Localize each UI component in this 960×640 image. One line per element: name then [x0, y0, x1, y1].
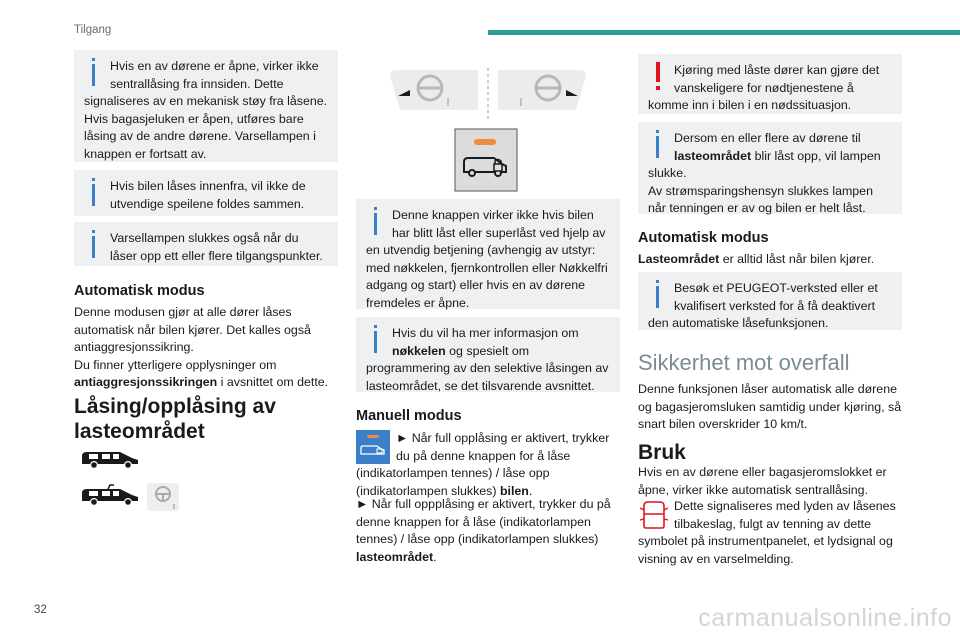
- info-icon: [84, 230, 110, 264]
- manual-step-1: ► Når full opplåsing er aktivert, trykker du på denne knappen for å låse (indikatorlampen tennes) / låse opp (indikatorlampen slukkes) bilen.: [356, 431, 610, 498]
- note-text: Denne knappen virker ikke hvis bilen har blitt låst eller superlåst ved hjelp av en utvendig betjening (avhengig av utstyr: med nøkkelen, fjernkontrollen eller Nøkkelfri adgang og start) eller hvis en av dørene fremdeles er åpne.: [366, 208, 608, 310]
- info-note: [638, 122, 902, 214]
- info-icon: [366, 207, 392, 241]
- info-icon: [366, 325, 392, 359]
- heading-automatisk-modus-2: Automatisk modus: [638, 230, 769, 246]
- warning-note: [638, 54, 902, 114]
- van-locked-icon: [80, 448, 142, 470]
- info-note: [356, 317, 620, 392]
- page-number: 32: [34, 604, 47, 616]
- note-text: Kjøring med låste dører kan gjøre det vanskeligere for nødtjenestene å komme inn i bilen i en nødssituasjon.: [648, 63, 880, 113]
- heading-automatisk-modus: Automatisk modus: [74, 283, 205, 299]
- info-icon: [648, 130, 674, 164]
- info-note: [74, 170, 338, 216]
- note-text: Varsellampen slukkes også når du låser opp ett eller flere tilgangspunkter.: [110, 231, 323, 263]
- note-text: Hvis en av dørene er åpne, virker ikke sentrallåsing fra innsiden. Dette signaliseres av en mekanisk støy fra låsene. Hvis bagasjeluken er åpen, utføres bare låsing av de andre dørene. Varsellampen i knappen er fortsatt av.: [84, 59, 328, 161]
- info-icon: [84, 58, 110, 92]
- note-text: Av strømsparingshensyn slukkes lampen når tenningen er av og bilen er helt låst.: [648, 183, 873, 216]
- note-text: Hvis bilen låses innenfra, vil ikke de utvendige speilene foldes sammen.: [110, 179, 306, 211]
- info-icon: [84, 178, 110, 212]
- paragraph: Denne funksjonen låser automatisk alle dørene og bagasjeromsluken samtidig under kjøring, så snart bilen overskrider 10 km/t.: [638, 382, 902, 432]
- cargo-lock-button-illustration: [454, 128, 518, 192]
- heading-manuell-modus: Manuell modus: [356, 408, 462, 424]
- note-text: Besøk et PEUGEOT-verksted eller et kvalifisert verksted for å få deaktivert den automatiske låsefunksjonen.: [648, 281, 878, 331]
- note-text: Hvis du vil ha mer informasjon om nøkkelen og spesielt om programmering av den selektive låsingen av lasteområdet, se det tilsvarende avsnittet.: [366, 326, 609, 393]
- heading-sikkerhet-mot-overfall: Sikkerhet mot overfall: [638, 350, 850, 375]
- van-open-icon: [80, 484, 142, 508]
- steering-wheel-icon: [146, 482, 180, 512]
- paragraph: Hvis en av dørene eller bagasjeromslokket er åpne, virker ikke automatisk sentrallåsing.: [638, 465, 887, 497]
- watermark: carmanualsonline.info: [698, 604, 952, 632]
- section-title: Tilgang: [74, 24, 112, 36]
- info-note: [74, 50, 338, 162]
- info-icon: [648, 280, 674, 314]
- info-note: [638, 272, 902, 330]
- paragraph: Lasteområdet er alltid låst når bilen kjører.: [638, 252, 875, 266]
- heading-lasing-oplasing: Låsing/opplåsing av lasteområdet: [74, 395, 276, 443]
- warning-icon: [648, 62, 674, 96]
- heading-bruk: Bruk: [638, 441, 686, 464]
- info-note: [356, 199, 620, 309]
- paragraph: Dette signaliseres med lyden av låsenes tilbakeslag, fulgt av tenning av dette symbolet på instrumentpanelet, et lydsignal og visning av en varselmelding.: [638, 499, 896, 566]
- manual-step-2: ► Når full oppplåsing er aktivert, trykker du på denne knappen for å låse (indikatorlampen tennes) / låse opp (indikatorlampen slukkes) lasteområdet.: [356, 497, 611, 564]
- paragraph: Denne modusen gjør at alle dører låses automatisk når bilen kjører. Det kalles også antiaggresjonssikring. Du finner ytterligere opplysninger om antiaggresjonssikringen i avsnittet om dette.: [74, 305, 329, 390]
- note-text: Dersom en eller flere av dørene til lasteområdet blir låst opp, vil lampen slukke.: [648, 131, 881, 181]
- info-note: [74, 222, 338, 266]
- dashboard-button-location-illustration: [388, 66, 588, 122]
- header-accent-bar: [488, 30, 960, 35]
